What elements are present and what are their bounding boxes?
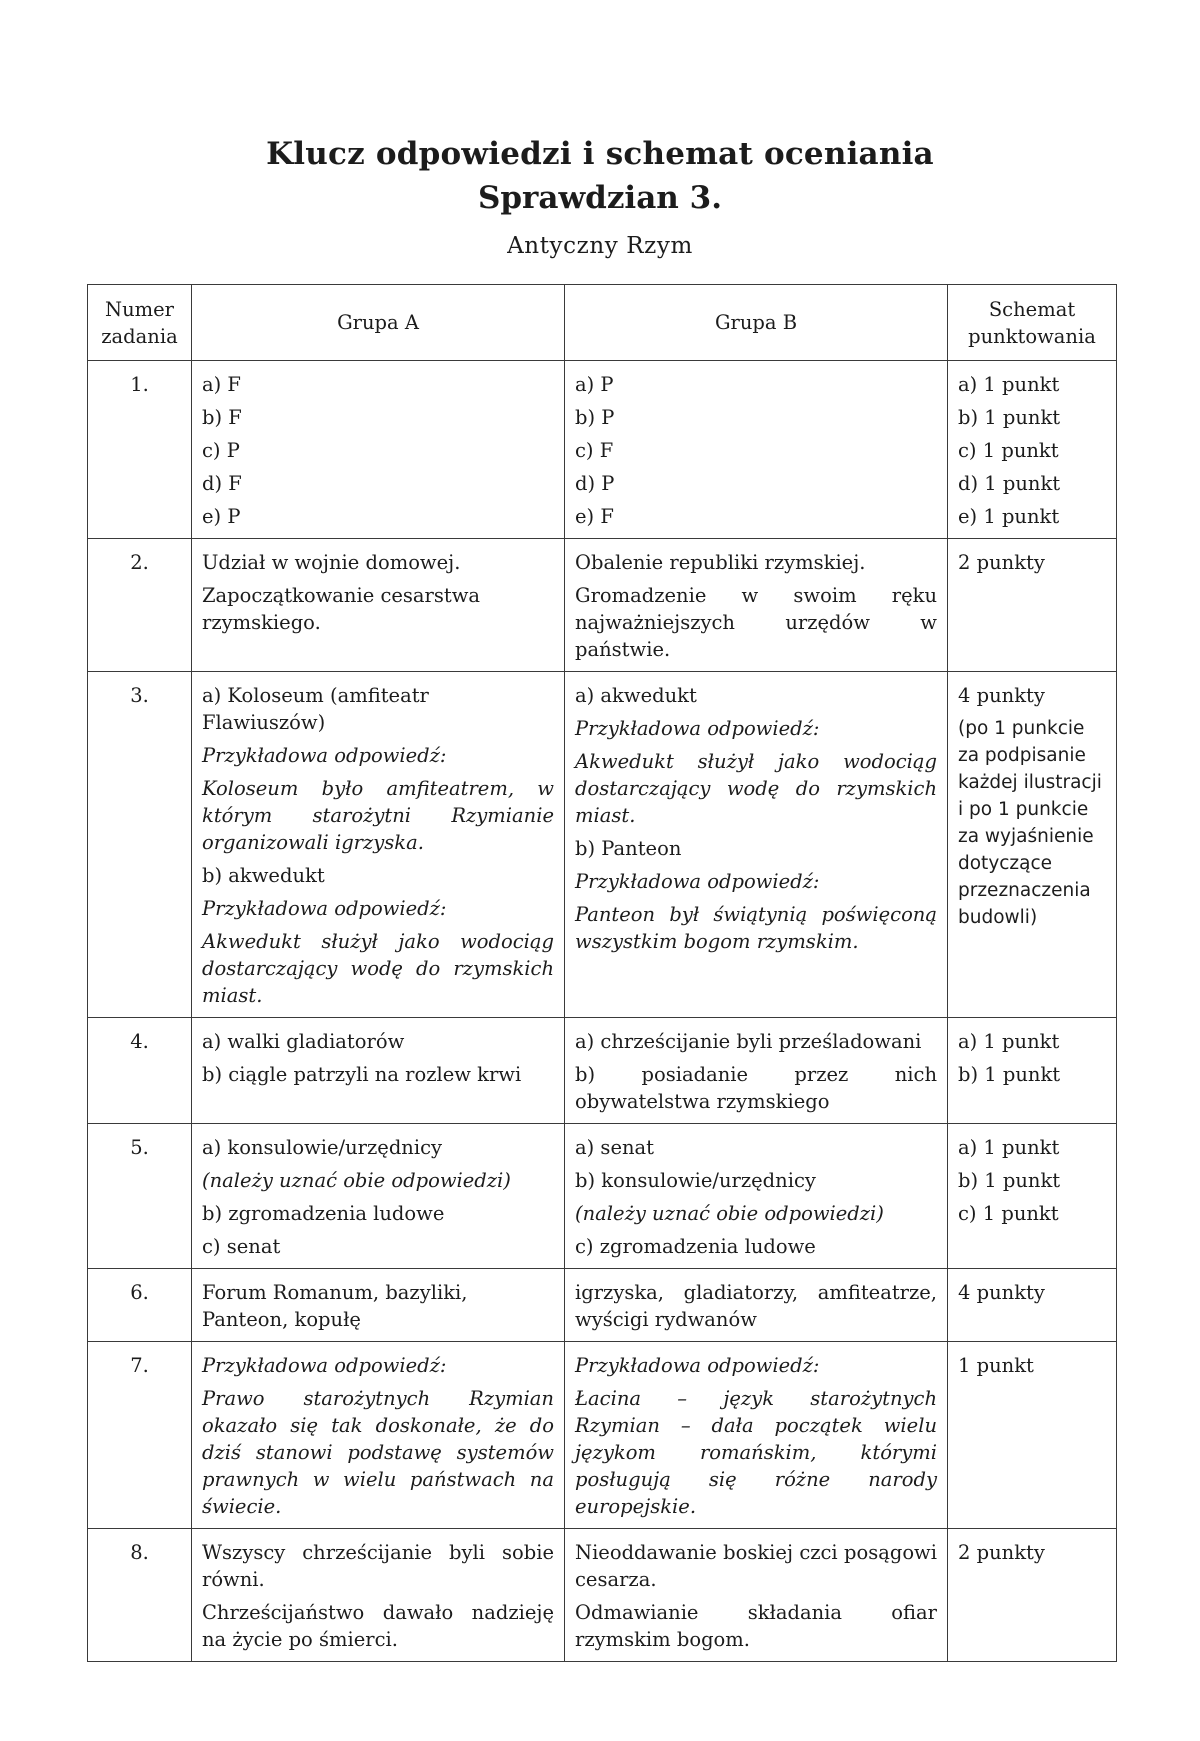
page-title: Klucz odpowiedzi i schemat oceniania bbox=[266, 136, 934, 172]
group-a-answer bbox=[192, 1342, 565, 1529]
points-line: c) 1 punkt bbox=[958, 439, 1059, 462]
answer-line: Koloseum było amfiteatrem, w którym starożytni Rzymianie organizowali igrzyska. bbox=[202, 777, 554, 854]
points-line: 1 punkt bbox=[958, 1354, 1034, 1377]
task-number: 2. bbox=[88, 539, 192, 672]
group-a-answer bbox=[192, 1529, 565, 1662]
answer-line: b) zgromadzenia ludowe bbox=[202, 1202, 445, 1225]
task-number: 1. bbox=[88, 361, 192, 539]
group-b-answer bbox=[565, 1342, 948, 1529]
answer-line: Przykładowa odpowiedź: bbox=[202, 897, 447, 920]
table-header-row bbox=[88, 285, 1117, 361]
answer-line: Obalenie republiki rzymskiej. bbox=[575, 551, 866, 574]
group-b-answer bbox=[565, 1124, 948, 1269]
answer-line: Prawo starożytnych Rzymian okazało się tak doskonałe, że do dziś stanowi podstawę systemów prawnych w wielu państwach na świecie. bbox=[202, 1387, 554, 1518]
table-row bbox=[88, 1018, 1117, 1124]
group-a-answer bbox=[192, 1018, 565, 1124]
page-header bbox=[0, 132, 1200, 266]
points-scheme bbox=[948, 1269, 1117, 1342]
answer-line: Forum Romanum, bazyliki, Panteon, kopułę bbox=[202, 1281, 468, 1331]
table-row bbox=[88, 539, 1117, 672]
points-line: d) 1 punkt bbox=[958, 472, 1061, 495]
answer-line: b) F bbox=[202, 406, 242, 429]
answer-line: a) konsulowie/urzędnicy bbox=[202, 1136, 443, 1159]
group-a-answer bbox=[192, 672, 565, 1018]
answer-line: Odmawianie składania ofiar rzymskim bogom. bbox=[575, 1601, 937, 1651]
table-row bbox=[88, 1342, 1117, 1529]
answer-line: d) F bbox=[202, 472, 242, 495]
task-number: 8. bbox=[88, 1529, 192, 1662]
header-group-a: Grupa A bbox=[192, 285, 565, 361]
group-b-answer bbox=[565, 1529, 948, 1662]
points-scheme bbox=[948, 1342, 1117, 1529]
answer-line: Zapoczątkowanie cesarstwa rzymskiego. bbox=[202, 584, 481, 634]
answer-line: Nieoddawanie boskiej czci posągowi cesarza. bbox=[575, 1541, 937, 1591]
answer-line: a) akwedukt bbox=[575, 684, 697, 707]
group-b-answer bbox=[565, 361, 948, 539]
points-note: (po 1 punkcie za podpisanie każdej ilustracji i po 1 punkcie za wyjaśnienie dotyczące przeznaczenia budowli) bbox=[958, 718, 1102, 928]
answer-line: Łacina – język starożytnych Rzymian – dała początek wielu językom romańskim, którymi posługują się różne narody europejskie. bbox=[575, 1387, 937, 1518]
answer-line: Udział w wojnie domowej. bbox=[202, 551, 461, 574]
answer-line: b) posiadanie przez nich obywatelstwa rzymskiego bbox=[575, 1063, 937, 1113]
answer-line: Akwedukt służył jako wodociąg dostarczający wodę do rzymskich miast. bbox=[575, 750, 937, 827]
answer-line: Przykładowa odpowiedź: bbox=[575, 870, 820, 893]
points-line: b) 1 punkt bbox=[958, 1169, 1061, 1192]
task-number: 3. bbox=[88, 672, 192, 1018]
answer-line: b) Panteon bbox=[575, 837, 682, 860]
answer-line: Gromadzenie w swoim ręku najważniejszych urzędów w państwie. bbox=[575, 584, 937, 661]
points-line: b) 1 punkt bbox=[958, 1063, 1061, 1086]
answer-line: a) senat bbox=[575, 1136, 654, 1159]
answer-line: b) ciągle patrzyli na rozlew krwi bbox=[202, 1063, 522, 1086]
answer-key-table bbox=[87, 284, 1117, 1662]
points-line: a) 1 punkt bbox=[958, 1030, 1060, 1053]
answer-line: b) P bbox=[575, 406, 615, 429]
group-b-answer bbox=[565, 1269, 948, 1342]
group-a-answer bbox=[192, 361, 565, 539]
table-row bbox=[88, 361, 1117, 539]
table-row bbox=[88, 1124, 1117, 1269]
answer-note: (należy uznać obie odpowiedzi) bbox=[202, 1169, 511, 1192]
points-line: 2 punkty bbox=[958, 1541, 1045, 1564]
group-b-answer bbox=[565, 1018, 948, 1124]
points-line: e) 1 punkt bbox=[958, 505, 1060, 528]
answer-line: b) akwedukt bbox=[202, 864, 325, 887]
answer-line: e) F bbox=[575, 505, 614, 528]
points-line: 2 punkty bbox=[958, 551, 1045, 574]
answer-line: igrzyska, gladiatorzy, amfiteatrze, wyścigi rydwanów bbox=[575, 1281, 937, 1331]
points-line: c) 1 punkt bbox=[958, 1202, 1059, 1225]
answer-line: Chrześcijaństwo dawało nadzieję na życie po śmierci. bbox=[202, 1601, 554, 1651]
table-row bbox=[88, 672, 1117, 1018]
answer-line: d) P bbox=[575, 472, 615, 495]
answer-note: (należy uznać obie odpowiedzi) bbox=[575, 1202, 884, 1225]
points-line: b) 1 punkt bbox=[958, 406, 1061, 429]
answer-line: c) P bbox=[202, 439, 240, 462]
points-scheme bbox=[948, 1124, 1117, 1269]
answer-line: Przykładowa odpowiedź: bbox=[575, 717, 820, 740]
answer-line: e) P bbox=[202, 505, 241, 528]
answer-line: a) Koloseum (amfiteatr Flawiuszów) bbox=[202, 684, 429, 734]
task-number: 5. bbox=[88, 1124, 192, 1269]
table-row bbox=[88, 1529, 1117, 1662]
points-scheme bbox=[948, 1018, 1117, 1124]
answer-line: a) chrześcijanie byli prześladowani bbox=[575, 1030, 922, 1053]
header-number: Numer zadania bbox=[88, 285, 192, 361]
page-subtitle: Sprawdzian 3. bbox=[477, 180, 722, 216]
points-line: 4 punkty bbox=[958, 684, 1045, 707]
answer-line: a) F bbox=[202, 373, 241, 396]
answer-line: c) zgromadzenia ludowe bbox=[575, 1235, 816, 1258]
points-scheme bbox=[948, 1529, 1117, 1662]
answer-line: b) konsulowie/urzędnicy bbox=[575, 1169, 816, 1192]
answer-line: c) senat bbox=[202, 1235, 281, 1258]
answer-line: Przykładowa odpowiedź: bbox=[202, 1354, 447, 1377]
answer-line: Przykładowa odpowiedź: bbox=[575, 1354, 820, 1377]
points-line: 4 punkty bbox=[958, 1281, 1045, 1304]
answer-line: c) F bbox=[575, 439, 614, 462]
answer-line: Akwedukt służył jako wodociąg dostarczający wodę do rzymskich miast. bbox=[202, 930, 554, 1007]
table-row bbox=[88, 1269, 1117, 1342]
answer-line: a) walki gladiatorów bbox=[202, 1030, 405, 1053]
group-a-answer bbox=[192, 1269, 565, 1342]
task-number: 4. bbox=[88, 1018, 192, 1124]
points-scheme bbox=[948, 539, 1117, 672]
group-a-answer bbox=[192, 1124, 565, 1269]
group-a-answer bbox=[192, 539, 565, 672]
task-number: 6. bbox=[88, 1269, 192, 1342]
points-scheme bbox=[948, 672, 1117, 1018]
task-number: 7. bbox=[88, 1342, 192, 1529]
group-b-answer bbox=[565, 672, 948, 1018]
answer-line: a) P bbox=[575, 373, 614, 396]
answer-line: Przykładowa odpowiedź: bbox=[202, 744, 447, 767]
answer-line: Panteon był świątynią poświęconą wszystkim bogom rzymskim. bbox=[575, 903, 937, 953]
header-points: Schemat punktowania bbox=[948, 285, 1117, 361]
page-topic: Antyczny Rzym bbox=[507, 233, 693, 259]
answer-line: Wszyscy chrześcijanie byli sobie równi. bbox=[202, 1541, 554, 1591]
points-line: a) 1 punkt bbox=[958, 1136, 1060, 1159]
points-scheme bbox=[948, 361, 1117, 539]
header-group-b: Grupa B bbox=[565, 285, 948, 361]
points-line: a) 1 punkt bbox=[958, 373, 1060, 396]
group-b-answer bbox=[565, 539, 948, 672]
